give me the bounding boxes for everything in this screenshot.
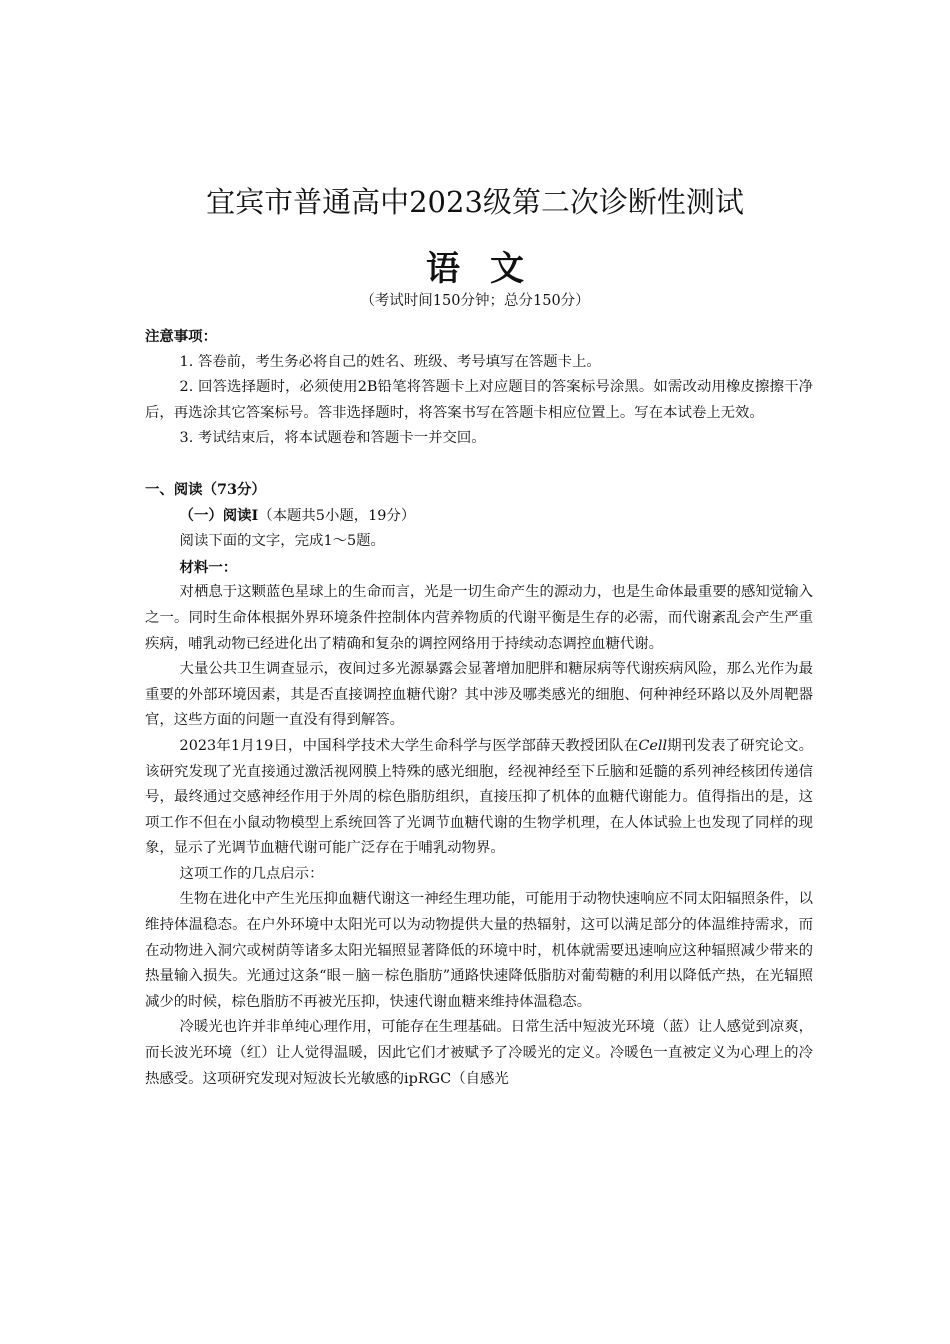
notice-heading: 注意事项： xyxy=(145,328,217,345)
paragraph-3-part-b: 期刊发表了研究论文。该研究发现了光直接通过激活视网膜上特殊的感光细胞，经视神经至下丘脑和延髓的系列神经核团传递信号，最终通过交感神经作用于外周的棕色脂肪组织，直接压抑了机体的血糖代谢能力。值得指出的是，这项工作不但在小鼠动物模型上系统回答了光调节血糖代谢的生物学机理，在人体试验上也发现了同样的现象，显示了光调节血糖代谢可能广泛存在于哺乳动物界。 xyxy=(145,737,813,857)
passage-paragraph-2: 大量公共卫生调查显示，夜间过多光源暴露会显著增加肥胖和糖尿病等代谢疾病风险，那么光作为最重要的外部环境因素，其是否直接调控血糖代谢？其中涉及哪类感光的细胞、何种神经环路以及外周靶器官，这些方面的问题一直没有得到解答。 xyxy=(145,661,813,729)
paragraph-3-part-a: 2023年1月19日，中国科学技术大学生命科学与医学部薛天教授团队在 xyxy=(179,737,639,754)
notice-item-2: 2. 回答选择题时，必须使用2B铅笔将答题卡上对应题目的答案标号涂黑。如需改动用橡皮擦擦干净后，再选涂其它答案标号。答非选择题时，将答案书写在答题卡相应位置上。写在本试卷上无效。 xyxy=(145,379,813,421)
passage-paragraph-5: 生物在进化中产生光压抑血糖代谢这一神经生理功能，可能用于动物快速响应不同太阳辐照条件，以维持体温稳态。在户外环境中太阳光可以为动物提供大量的热辐射，这可以满足部分的体温维持需求，而在动物进入洞穴或树荫等诸多太阳光辐照显著降低的环境中时，机体就需要迅速响应这种辐照减少带来的热量输入损失。光通过这条“眼－脑－棕色脂肪”通路快速降低脂肪对葡萄糖的利用以降低产热，在光辐照减少的时候，棕色脂肪不再被光压抑，快速代谢血糖来维持体温稳态。 xyxy=(145,891,813,1010)
part-info: （本题共5小题，19分） xyxy=(258,507,416,524)
exam-title: 宜宾市普通高中2023级第二次诊断性测试 xyxy=(206,185,744,219)
notice-item-3: 3. 考试结束后，将本试题卷和答题卡一并交回。 xyxy=(179,430,486,447)
material-label: 材料一： xyxy=(179,558,238,576)
passage-paragraph-6: 冷暖光也许并非单纯心理作用，可能存在生理基础。日常生活中短波光环境（蓝）让人感觉到凉爽，而长波光环境（红）让人觉得温暖，因此它们才被赋予了冷暖光的定义。冷暖色一直被定义为心理上的冷热感受。这项研究发现对短波长光敏感的ipRGC（自感光 xyxy=(145,1019,813,1087)
instruction: 阅读下面的文字，完成1～5题。 xyxy=(179,533,385,550)
exam-body xyxy=(145,324,813,1092)
part-heading xyxy=(145,503,813,530)
exam-info: （考试时间150分钟；总分150分） xyxy=(360,293,590,309)
section-heading: 一、阅读（73分） xyxy=(145,480,266,498)
journal-name: Cell xyxy=(638,737,668,754)
passage-paragraph-3 xyxy=(145,734,813,862)
subject-title: 语文 xyxy=(426,249,554,289)
part-title: （一）阅读Ⅰ xyxy=(179,506,259,524)
spacer xyxy=(145,452,813,477)
passage-paragraph-4: 这项工作的几点启示： xyxy=(179,865,324,882)
notice-item-1: 1. 答卷前，考生务必将自己的姓名、班级、考号填写在答题卡上。 xyxy=(179,353,601,370)
passage-paragraph-1: 对栖息于这颗蓝色星球上的生命而言，光是一切生命产生的源动力，也是生命体最重要的感知觉输入之一。同时生命体根据外界环境条件控制体内营养物质的代谢平衡是生存的必需，而代谢紊乱会产生严重疾病，哺乳动物已经进化出了精确和复杂的调控网络用于持续动态调控血糖代谢。 xyxy=(145,584,813,652)
